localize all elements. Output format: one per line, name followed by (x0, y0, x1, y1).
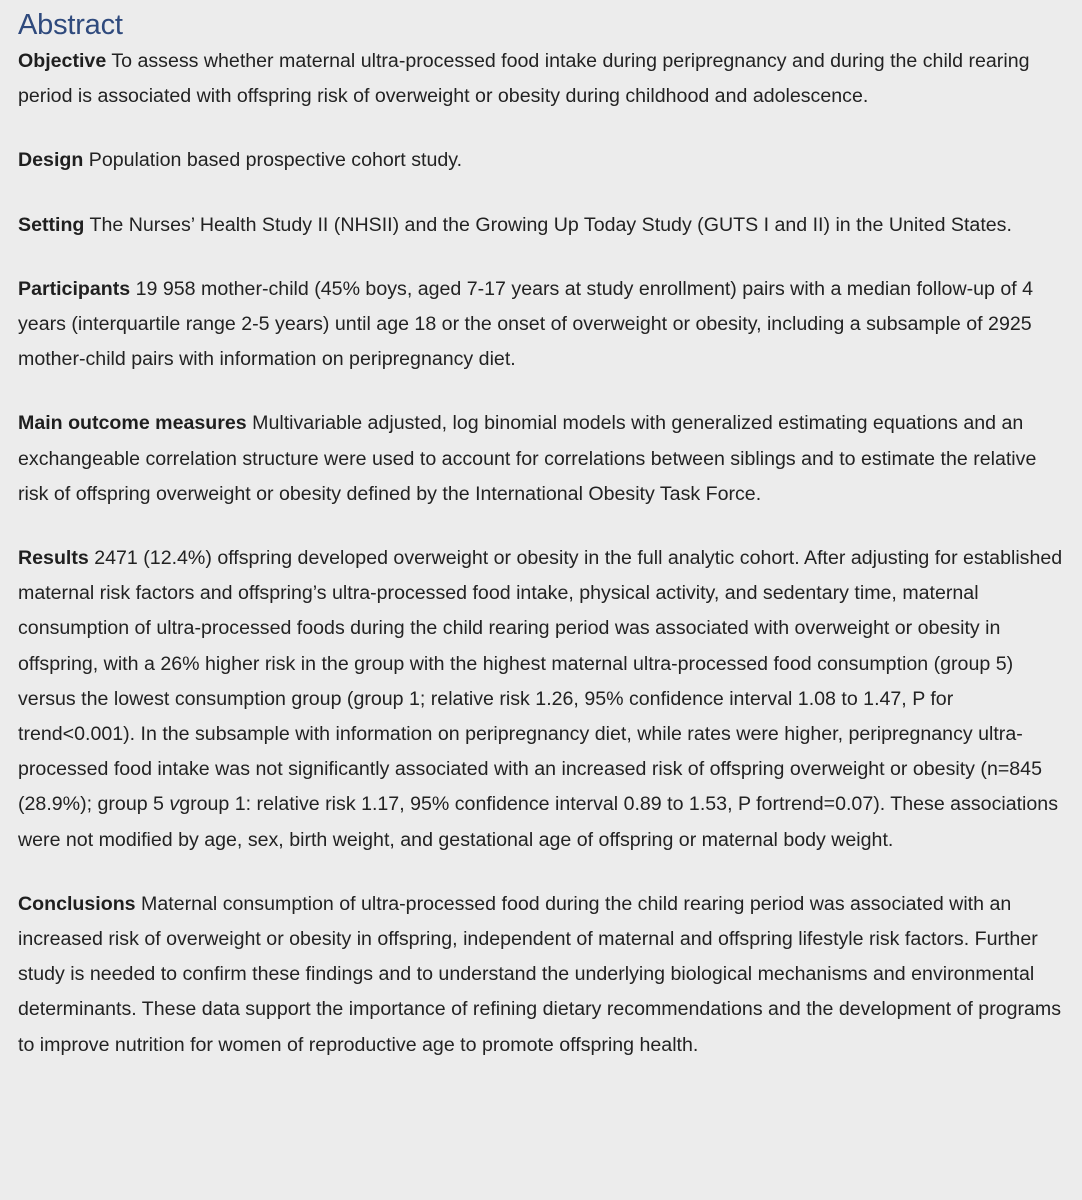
abstract-heading: Abstract (18, 9, 123, 41)
section-text-results (18, 547, 1062, 851)
section-text-setting: The Nurses’ Health Study II (NHSII) and the Growing Up Today Study (GUTS I and II) in the United States. (89, 213, 1012, 236)
section-text-conclusions: Maternal consumption of ultra-processed food during the child rearing period was associated with an increased risk of overweight or obesity in offspring, independent of maternal and offspring lifestyle risk factors. Further study is needed to confirm these findings and to understand the underlying biological mechanisms and environmental determinants. These data support the importance of refining dietary recommendations and the development of programs to improve nutrition for women of reproductive age to promote offspring health. (18, 892, 1062, 1056)
section-label-participants: Participants (18, 277, 131, 300)
section-label-conclusions: Conclusions (18, 892, 136, 915)
section-label-objective: Objective (18, 50, 107, 72)
section-text-main-outcome-measures: Multivariable adjusted, log binomial models with generalized estimating equations and an exchangeable correlation structure were used to account for correlations between siblings and to estimate the relative risk of offspring overweight or obesity defined by the International Obesity Task Force. (18, 412, 1037, 505)
section-text-design: Population based prospective cohort study. (88, 149, 463, 172)
section-label-design: Design (18, 149, 84, 172)
section-label-results: Results (18, 547, 89, 570)
section-objective (18, 44, 1072, 114)
section-text-participants: 19 958 mother-child (45% boys, aged 7-17 years at study enrollment) pairs with a median follow-up of 4 years (interquartile range 2-5 years) until age 18 or the onset of overweight or obesity, including a subsample of 2925 mother-child pairs with information on peripregnancy diet. (18, 277, 1034, 371)
section-label-main-outcome-measures: Main outcome measures (18, 412, 247, 435)
section-main-outcome-measures (18, 406, 1072, 512)
section-results (18, 541, 1072, 858)
section-conclusions (18, 887, 1072, 1063)
section-label-setting: Setting (18, 213, 85, 236)
section-design (18, 143, 1072, 178)
section-participants (18, 272, 1072, 378)
results-italic-versus: v (169, 793, 180, 816)
results-text-part-2: group 1: relative risk 1.17, 95% confidence interval 0.89 to 1.53, P fortrend=0.07). These associations were not modified by age, sex, birth weight, and gestational age of offspring or maternal body weight. (18, 793, 1059, 851)
section-text-objective: To assess whether maternal ultra-processed food intake during peripregnancy and during the child rearing period is associated with offspring risk of overweight or obesity during childhood and adolescence. (18, 50, 1030, 108)
section-setting (18, 208, 1072, 243)
results-text-part-1: 2471 (12.4%) offspring developed overweight or obesity in the full analytic cohort. After adjusting for established maternal risk factors and offspring’s ultra-processed food intake, physical activity, and sedentary time, maternal consumption of ultra-processed foods during the child rearing period was associated with overweight or obesity in offspring, with a 26% higher risk in the group with the highest maternal ultra-processed food consumption (group 5) versus the lowest consumption group (group 1; relative risk 1.26, 95% confidence interval 1.08 to 1.47, P for trend<0.001). In the subsample with information on peripregnancy diet, while rates were higher, peripregnancy ultra-processed food intake was not significantly associated with an increased risk of offspring overweight or obesity (n=845 (28.9%); group 5 (18, 547, 1063, 816)
